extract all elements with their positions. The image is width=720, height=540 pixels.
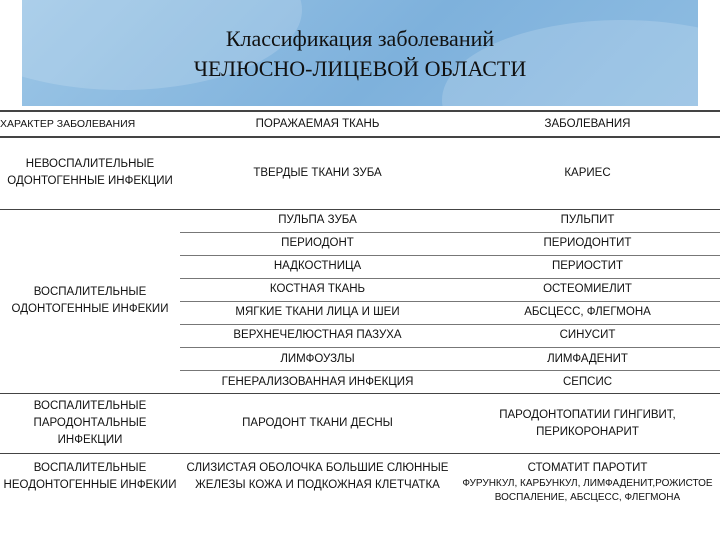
slide-title-line2: ЧЕЛЮСНО-ЛИЦЕВОЙ ОБЛАСТИ [193,56,527,81]
disease-cell: ПЕРИОСТИТ [455,255,720,278]
tissue-cell: КОСТНАЯ ТКАНЬ [180,278,455,301]
slide-title-line1: Классификация заболеваний [225,26,495,51]
tissue-cell: ПЕРИОДОНТ [180,232,455,255]
disease-cell-small: ФУРУНКУЛ, КАРБУНКУЛ, ЛИМФАДЕНИТ,РОЖИСТОЕ ВОСПАЛЕНИЕ, АБСЦЕСС, ФЛЕГМОНА [462,478,713,504]
table-row [0,454,720,540]
disease-cell: АБСЦЕСС, ФЛЕГМОНА [455,301,720,324]
table-row [0,209,720,232]
disease-cell: ПАРОДОНТОПАТИИ ГИНГИВИТ, ПЕРИКОРОНАРИТ [455,394,720,454]
group-label: НЕВОСПАЛИТЕЛЬНЫЕ ОДОНТОГЕННЫЕ ИНФЕКЦИИ [0,137,180,209]
disease-cell: ЛИМФАДЕНИТ [455,347,720,370]
tissue-cell: ГЕНЕРАЛИЗОВАННАЯ ИНФЕКЦИЯ [180,371,455,394]
group-label: ВОСПАЛИТЕЛЬНЫЕ ОДОНТОГЕННЫЕ ИНФЕКИИ [0,209,180,393]
slide-title [0,24,720,84]
disease-cell: ОСТЕОМИЕЛИТ [455,278,720,301]
tissue-cell: МЯГКИЕ ТКАНИ ЛИЦА И ШЕИ [180,301,455,324]
group-label: ВОСПАЛИТЕЛЬНЫЕ НЕОДОНТОГЕННЫЕ ИНФЕКИИ [3,462,177,492]
tissue-cell: СЛИЗИСТАЯ ОБОЛОЧКА БОЛЬШИЕ СЛЮННЫЕ ЖЕЛЕЗЫ КОЖА И ПОДКОЖНАЯ КЛЕТЧАТКА [186,462,449,492]
disease-cell: СИНУСИТ [455,324,720,347]
table-row [0,137,720,209]
group-label: ВОСПАЛИТЕЛЬНЫЕ ПАРОДОНТАЛЬНЫЕ ИНФЕКЦИИ [0,394,180,454]
disease-cell: ПУЛЬПИТ [455,209,720,232]
table-header-row [0,111,720,137]
classification-table [0,110,720,540]
header-tissue: ПОРАЖАЕМАЯ ТКАНЬ [180,111,455,137]
header-character: ХАРАКТЕР ЗАБОЛЕВАНИЯ [0,111,180,137]
tissue-cell: ВЕРХНЕЧЕЛЮСТНАЯ ПАЗУХА [180,324,455,347]
tissue-cell: ПУЛЬПА ЗУБА [180,209,455,232]
tissue-cell: НАДКОСТНИЦА [180,255,455,278]
disease-cell: ПЕРИОДОНТИТ [455,232,720,255]
disease-cell-stack [455,454,720,540]
tissue-cell: ПАРОДОНТ ТКАНИ ДЕСНЫ [180,394,455,454]
disease-cell: СТОМАТИТ ПАРОТИТ [527,462,648,475]
header-disease: ЗАБОЛЕВАНИЯ [455,111,720,137]
tissue-cell: ТВЕРДЫЕ ТКАНИ ЗУБА [180,137,455,209]
disease-cell: СЕПСИС [455,371,720,394]
table-row [0,394,720,454]
disease-cell: КАРИЕС [455,137,720,209]
tissue-cell: ЛИМФОУЗЛЫ [180,347,455,370]
